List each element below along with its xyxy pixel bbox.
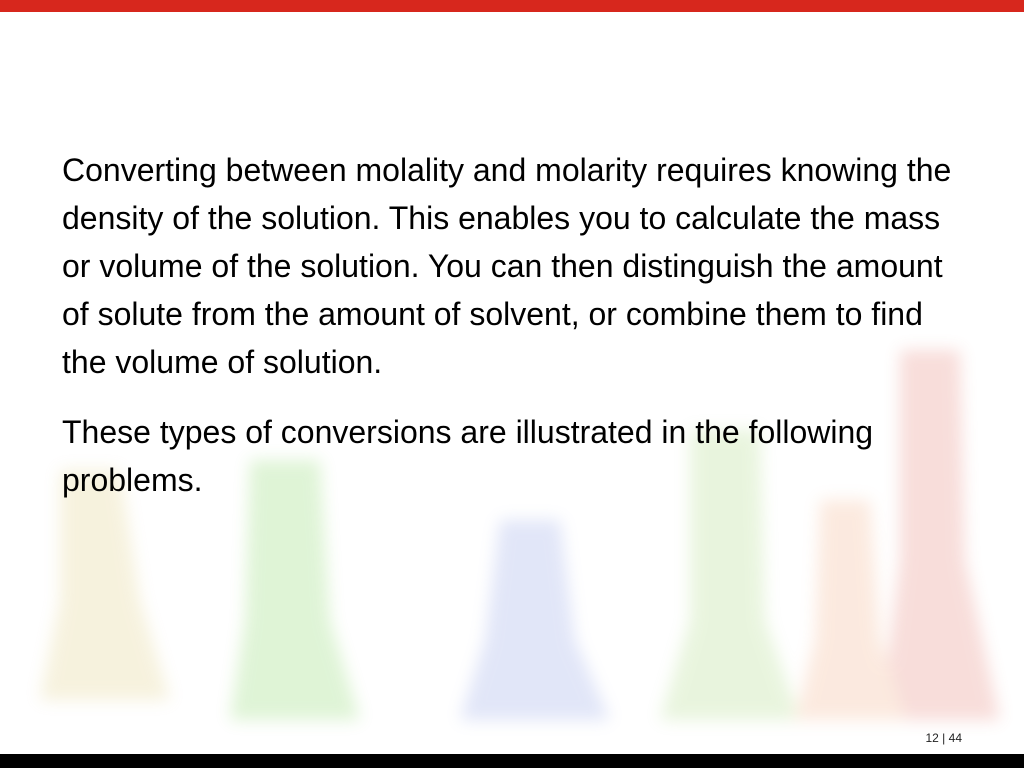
flask-shape (795, 500, 905, 720)
bottom-bar (0, 754, 1024, 768)
page-number (925, 731, 962, 745)
flask-shape (460, 520, 610, 720)
flask-shape (40, 470, 170, 700)
top-accent-bar (0, 0, 1024, 12)
body-paragraph: These types of conversions are illustrated in the following problems. (62, 414, 874, 498)
current-page: 12 (925, 731, 939, 745)
total-pages: 44 (948, 731, 962, 745)
page-separator: | (938, 731, 949, 745)
slide-body (62, 146, 962, 504)
body-paragraph: Converting between molality and molarity requires knowing the density of the solution. This enables you to calculate the mass or volume of the solution. You can then distinguish the amount of solute from the amount of solvent, or combine them to find the volume of solution. (62, 152, 952, 380)
